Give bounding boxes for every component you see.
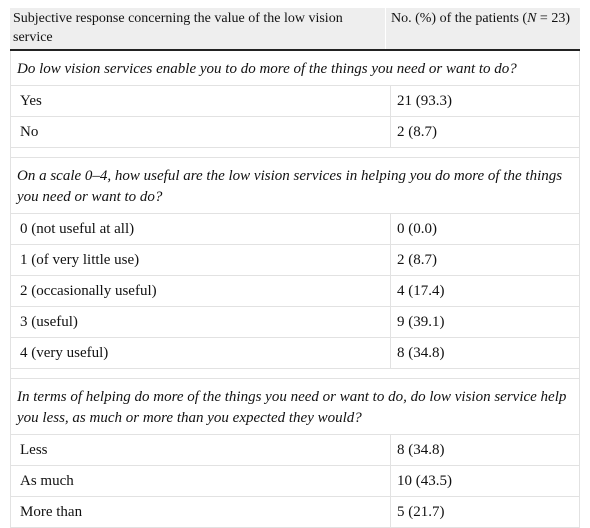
header-count-prefix: No. (%) of the patients ( bbox=[391, 11, 528, 26]
table-row bbox=[11, 276, 579, 307]
response-cell: 0 (not useful at all) bbox=[11, 214, 391, 244]
table-row bbox=[11, 86, 579, 117]
value-cell: 21 (93.3) bbox=[397, 92, 452, 109]
table-row bbox=[11, 214, 579, 245]
value-cell: 2 (8.7) bbox=[397, 251, 437, 268]
header-count-column bbox=[386, 8, 580, 49]
response-cell: No bbox=[11, 117, 391, 147]
value-cell: 4 (17.4) bbox=[397, 282, 445, 299]
value-cell: 5 (21.7) bbox=[397, 503, 445, 520]
section-spacer bbox=[11, 148, 579, 158]
response-cell: 4 (very useful) bbox=[11, 338, 391, 368]
value-cell: 10 (43.5) bbox=[397, 472, 452, 489]
response-cell: More than bbox=[11, 497, 391, 527]
table-row bbox=[11, 245, 579, 276]
section-question: On a scale 0–4, how useful are the low vision services in helping you do more of the things you need or want to do? bbox=[11, 158, 579, 214]
header-count-suffix: = 23) bbox=[536, 11, 570, 26]
value-cell: 0 (0.0) bbox=[397, 220, 437, 237]
value-cell: 2 (8.7) bbox=[397, 123, 437, 140]
response-cell: Yes bbox=[11, 86, 391, 116]
header-response-column: Subjective response concerning the value of the low vision service bbox=[10, 8, 386, 49]
table-row bbox=[11, 338, 579, 369]
value-cell: 9 (39.1) bbox=[397, 313, 445, 330]
response-cell: 3 (useful) bbox=[11, 307, 391, 337]
table-row bbox=[11, 435, 579, 466]
table-header bbox=[10, 8, 580, 51]
table-row bbox=[11, 497, 579, 528]
value-cell: 8 (34.8) bbox=[397, 441, 445, 458]
table-row bbox=[11, 117, 579, 148]
table-row bbox=[11, 466, 579, 497]
value-cell: 8 (34.8) bbox=[397, 344, 445, 361]
header-n-symbol: N bbox=[527, 11, 537, 26]
response-cell: Less bbox=[11, 435, 391, 465]
response-cell: 2 (occasionally useful) bbox=[11, 276, 391, 306]
response-cell: 1 (of very little use) bbox=[11, 245, 391, 275]
section-spacer bbox=[11, 369, 579, 379]
section-usefulness-scale bbox=[10, 158, 580, 379]
section-question: In terms of helping do more of the things you need or want to do, do low vision service help you less, as much or more than you expected they would? bbox=[11, 379, 579, 435]
section-expectation bbox=[10, 379, 580, 528]
table-row bbox=[11, 307, 579, 338]
results-table bbox=[10, 8, 580, 528]
response-cell: As much bbox=[11, 466, 391, 496]
section-question: Do low vision services enable you to do more of the things you need or want to do? bbox=[11, 51, 579, 86]
section-enable-more bbox=[10, 51, 580, 158]
